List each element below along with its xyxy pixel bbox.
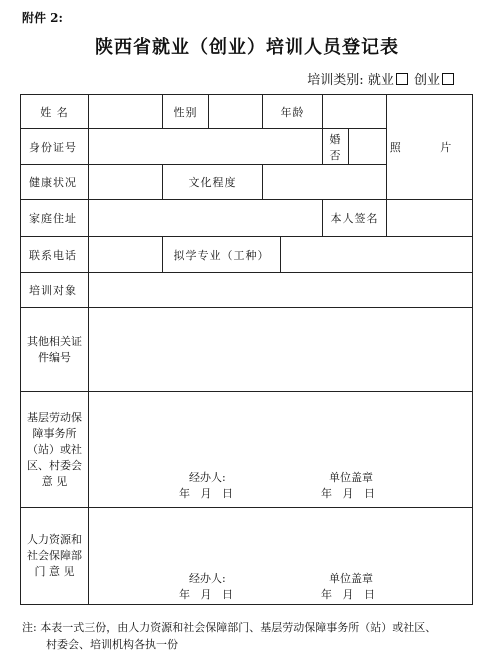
grassroots-handler-label: 经办人: <box>189 471 226 484</box>
hr-opinion-label: 人力资源和社会保障部门 意 见 <box>21 508 89 605</box>
gender-field[interactable] <box>209 95 263 129</box>
signature-field[interactable] <box>387 200 473 237</box>
attachment-label: 附件 2: <box>22 11 63 25</box>
option-employment-label: 就业 <box>367 73 394 88</box>
entrepreneurship-checkbox[interactable] <box>442 73 454 85</box>
employment-checkbox[interactable] <box>396 73 408 85</box>
hr-seal-label: 单位盖章 <box>329 572 373 585</box>
signature-label: 本人签名 <box>323 200 387 237</box>
other-certs-field[interactable] <box>89 308 473 392</box>
address-label: 家庭住址 <box>21 200 89 237</box>
grassroots-date-left: 年 月 日 <box>179 487 233 500</box>
note-line-2: 村委会、培训机构各执一份 <box>46 638 178 651</box>
grassroots-opinion-field[interactable] <box>89 392 473 508</box>
health-label: 健康状况 <box>21 165 89 200</box>
grassroots-seal-label: 单位盖章 <box>329 471 373 484</box>
name-field[interactable] <box>89 95 163 129</box>
hr-opinion-field[interactable] <box>89 508 473 605</box>
education-field[interactable] <box>263 165 387 200</box>
id-number-label: 身份证号 <box>21 129 89 165</box>
category-label: 培训类别: <box>307 73 364 88</box>
other-certs-label: 其他相关证件编号 <box>21 308 89 392</box>
address-field[interactable] <box>89 200 323 237</box>
marital-label: 婚否 <box>323 129 349 165</box>
age-field[interactable] <box>323 95 387 129</box>
target-field[interactable] <box>89 273 473 308</box>
photo-area: 照 片 <box>387 95 473 200</box>
education-label: 文化程度 <box>163 165 263 200</box>
form-title: 陕西省就业（创业）培训人员登记表 <box>95 37 399 58</box>
age-label: 年龄 <box>263 95 323 129</box>
hr-date-left: 年 月 日 <box>179 588 233 601</box>
phone-field[interactable] <box>89 237 163 273</box>
health-field[interactable] <box>89 165 163 200</box>
gender-label: 性别 <box>163 95 209 129</box>
hr-handler-label: 经办人: <box>189 572 226 585</box>
registration-table <box>20 94 473 605</box>
marital-field[interactable] <box>349 129 387 165</box>
option-entrepreneurship-label: 创业 <box>413 73 440 88</box>
major-field[interactable] <box>281 237 473 273</box>
training-category <box>307 69 456 88</box>
hr-date-right: 年 月 日 <box>321 588 375 601</box>
grassroots-opinion-label: 基层劳动保障事务所（站）或社区、村委会 意 见 <box>21 392 89 508</box>
note-line-1: 注: 本表一式三份，由人力资源和社会保障部门、基层劳动保障事务所（站）或社区、 <box>22 621 437 634</box>
grassroots-date-right: 年 月 日 <box>321 487 375 500</box>
name-label: 姓 名 <box>21 95 89 129</box>
target-label: 培训对象 <box>21 273 89 308</box>
id-number-field[interactable] <box>89 129 323 165</box>
major-label: 拟学专业（工种） <box>163 237 281 273</box>
footer-note <box>22 619 482 653</box>
phone-label: 联系电话 <box>21 237 89 273</box>
